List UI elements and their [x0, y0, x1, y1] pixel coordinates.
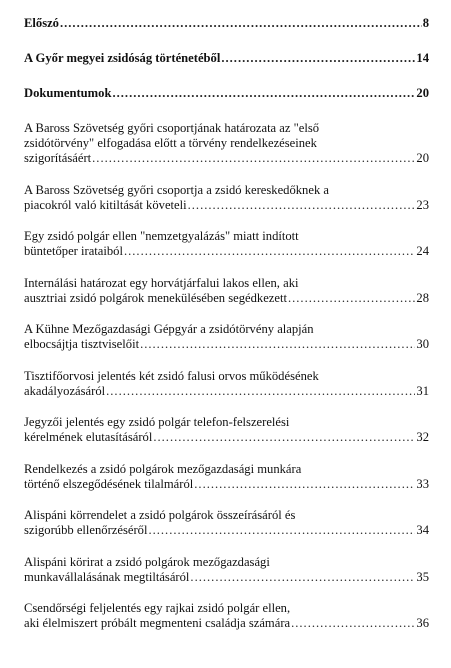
toc-entry-last-line	[24, 16, 429, 31]
toc-page-number: 28	[416, 290, 429, 305]
toc-entry-last-line	[24, 244, 429, 259]
toc-entry-title: történő elszegődésének tilalmáról	[24, 476, 194, 491]
dot-leader	[190, 570, 415, 585]
toc-entry-line: Alispáni körrendelet a zsidó polgárok összeírásáról és	[24, 508, 296, 522]
dot-leader	[106, 384, 415, 399]
dot-leader	[194, 477, 415, 492]
toc-entry-last-line	[24, 198, 429, 213]
toc-entry-last-line	[24, 51, 429, 66]
toc-entry-title: büntetőper irataiból	[24, 244, 123, 258]
toc-entry-title: szigorúbb ellenőrzéséről	[24, 523, 148, 537]
toc-page-number: 31	[416, 383, 429, 398]
toc-entry-documents	[24, 86, 429, 101]
dot-leader	[92, 151, 415, 166]
toc-entry-last-line	[24, 151, 429, 166]
toc-entry-line: Internálási határozat egy horvátjárfalui lakos ellen, aki	[24, 275, 299, 290]
toc-entry-title: munkavállalásának megtiltásáról	[24, 569, 190, 584]
toc-page-number: 34	[416, 523, 429, 537]
toc-entry	[24, 369, 429, 399]
dot-leader	[188, 198, 416, 213]
toc-page-number: 20	[416, 86, 429, 100]
toc-entry-last-line	[24, 430, 429, 445]
table-of-contents	[24, 16, 429, 648]
toc-entry-title: piacokról való kitiltását követeli	[24, 197, 187, 212]
toc-page-number: 14	[416, 51, 429, 65]
dot-leader	[124, 244, 415, 259]
toc-entry-line: zsidótörvény" elfogadása előtt a törvény rendelkezéseinek	[24, 136, 317, 150]
toc-entry-title: kérelmének elutasításáról	[24, 430, 153, 444]
dot-leader	[140, 337, 415, 352]
toc-entry	[24, 462, 429, 492]
toc-entry-line: Alispáni körirat a zsidó polgárok mezőgazdasági	[24, 554, 270, 569]
toc-entry	[24, 601, 429, 631]
toc-entry	[24, 276, 429, 306]
toc-entry-title: Dokumentumok	[24, 86, 112, 100]
toc-entry-last-line	[24, 570, 429, 585]
toc-entry	[24, 415, 429, 445]
toc-entry-last-line	[24, 477, 429, 492]
toc-entry-foreword	[24, 16, 429, 31]
toc-entry-last-line	[24, 86, 429, 101]
toc-entry-title: szigorításáért	[24, 151, 92, 165]
toc-entry-title: Előszó	[24, 16, 59, 30]
toc-entry-line: Jegyzői jelentés egy zsidó polgár telefon-felszerelési	[24, 415, 290, 429]
toc-entry-line: A Kühne Mezőgazdasági Gépgyár a zsidótörvény alapján	[24, 322, 314, 336]
toc-entry	[24, 183, 429, 213]
toc-entry-title: akadályozásáról	[24, 383, 106, 398]
toc-entry	[24, 322, 429, 352]
toc-entry-title: aki élelmiszert próbált megmenteni családja számára	[24, 616, 291, 630]
toc-entry-title: elbocsájtja tisztviselőit	[24, 337, 140, 351]
toc-entry-line: Tisztifőorvosi jelentés két zsidó falusi orvos működésének	[24, 368, 319, 383]
toc-page-number: 20	[416, 151, 429, 165]
toc-page-number: 36	[416, 616, 429, 630]
dot-leader	[291, 616, 415, 631]
toc-entry-line: Csendőrségi feljelentés egy rajkai zsidó polgár ellen,	[24, 601, 291, 615]
dot-leader	[60, 16, 422, 31]
toc-entry-last-line	[24, 523, 429, 538]
toc-entry-last-line	[24, 337, 429, 352]
toc-entry-last-line	[24, 291, 429, 306]
toc-page-number: 33	[416, 476, 429, 491]
dot-leader	[112, 86, 415, 101]
toc-page-number: 23	[416, 197, 429, 212]
toc-entry-last-line	[24, 384, 429, 399]
toc-entry-last-line	[24, 616, 429, 631]
toc-page-number: 30	[416, 337, 429, 351]
toc-entry-line: Egy zsidó polgár ellen "nemzetgyalázás" miatt indított	[24, 229, 299, 243]
toc-entry-line: A Baross Szövetség győri csoportja a zsidó kereskedőknek a	[24, 182, 329, 197]
toc-entry	[24, 121, 429, 166]
toc-page-number: 8	[422, 16, 429, 30]
dot-leader	[148, 523, 415, 538]
toc-entry	[24, 555, 429, 585]
toc-entry	[24, 229, 429, 259]
toc-page-number: 24	[416, 244, 429, 258]
toc-entry-title: A Győr megyei zsidóság történetéből	[24, 51, 221, 65]
toc-page-number: 35	[416, 569, 429, 584]
toc-entry	[24, 508, 429, 538]
toc-entry-line: A Baross Szövetség győri csoportjának határozata az "első	[24, 121, 320, 135]
dot-leader	[221, 51, 415, 66]
toc-entry-title: ausztriai zsidó polgárok menekülésében segédkezett	[24, 290, 287, 305]
dot-leader	[153, 430, 415, 445]
toc-entry-history	[24, 51, 429, 66]
toc-page-number: 32	[416, 430, 429, 444]
dot-leader	[288, 291, 415, 306]
toc-entry-line: Rendelkezés a zsidó polgárok mezőgazdasági munkára	[24, 461, 302, 476]
